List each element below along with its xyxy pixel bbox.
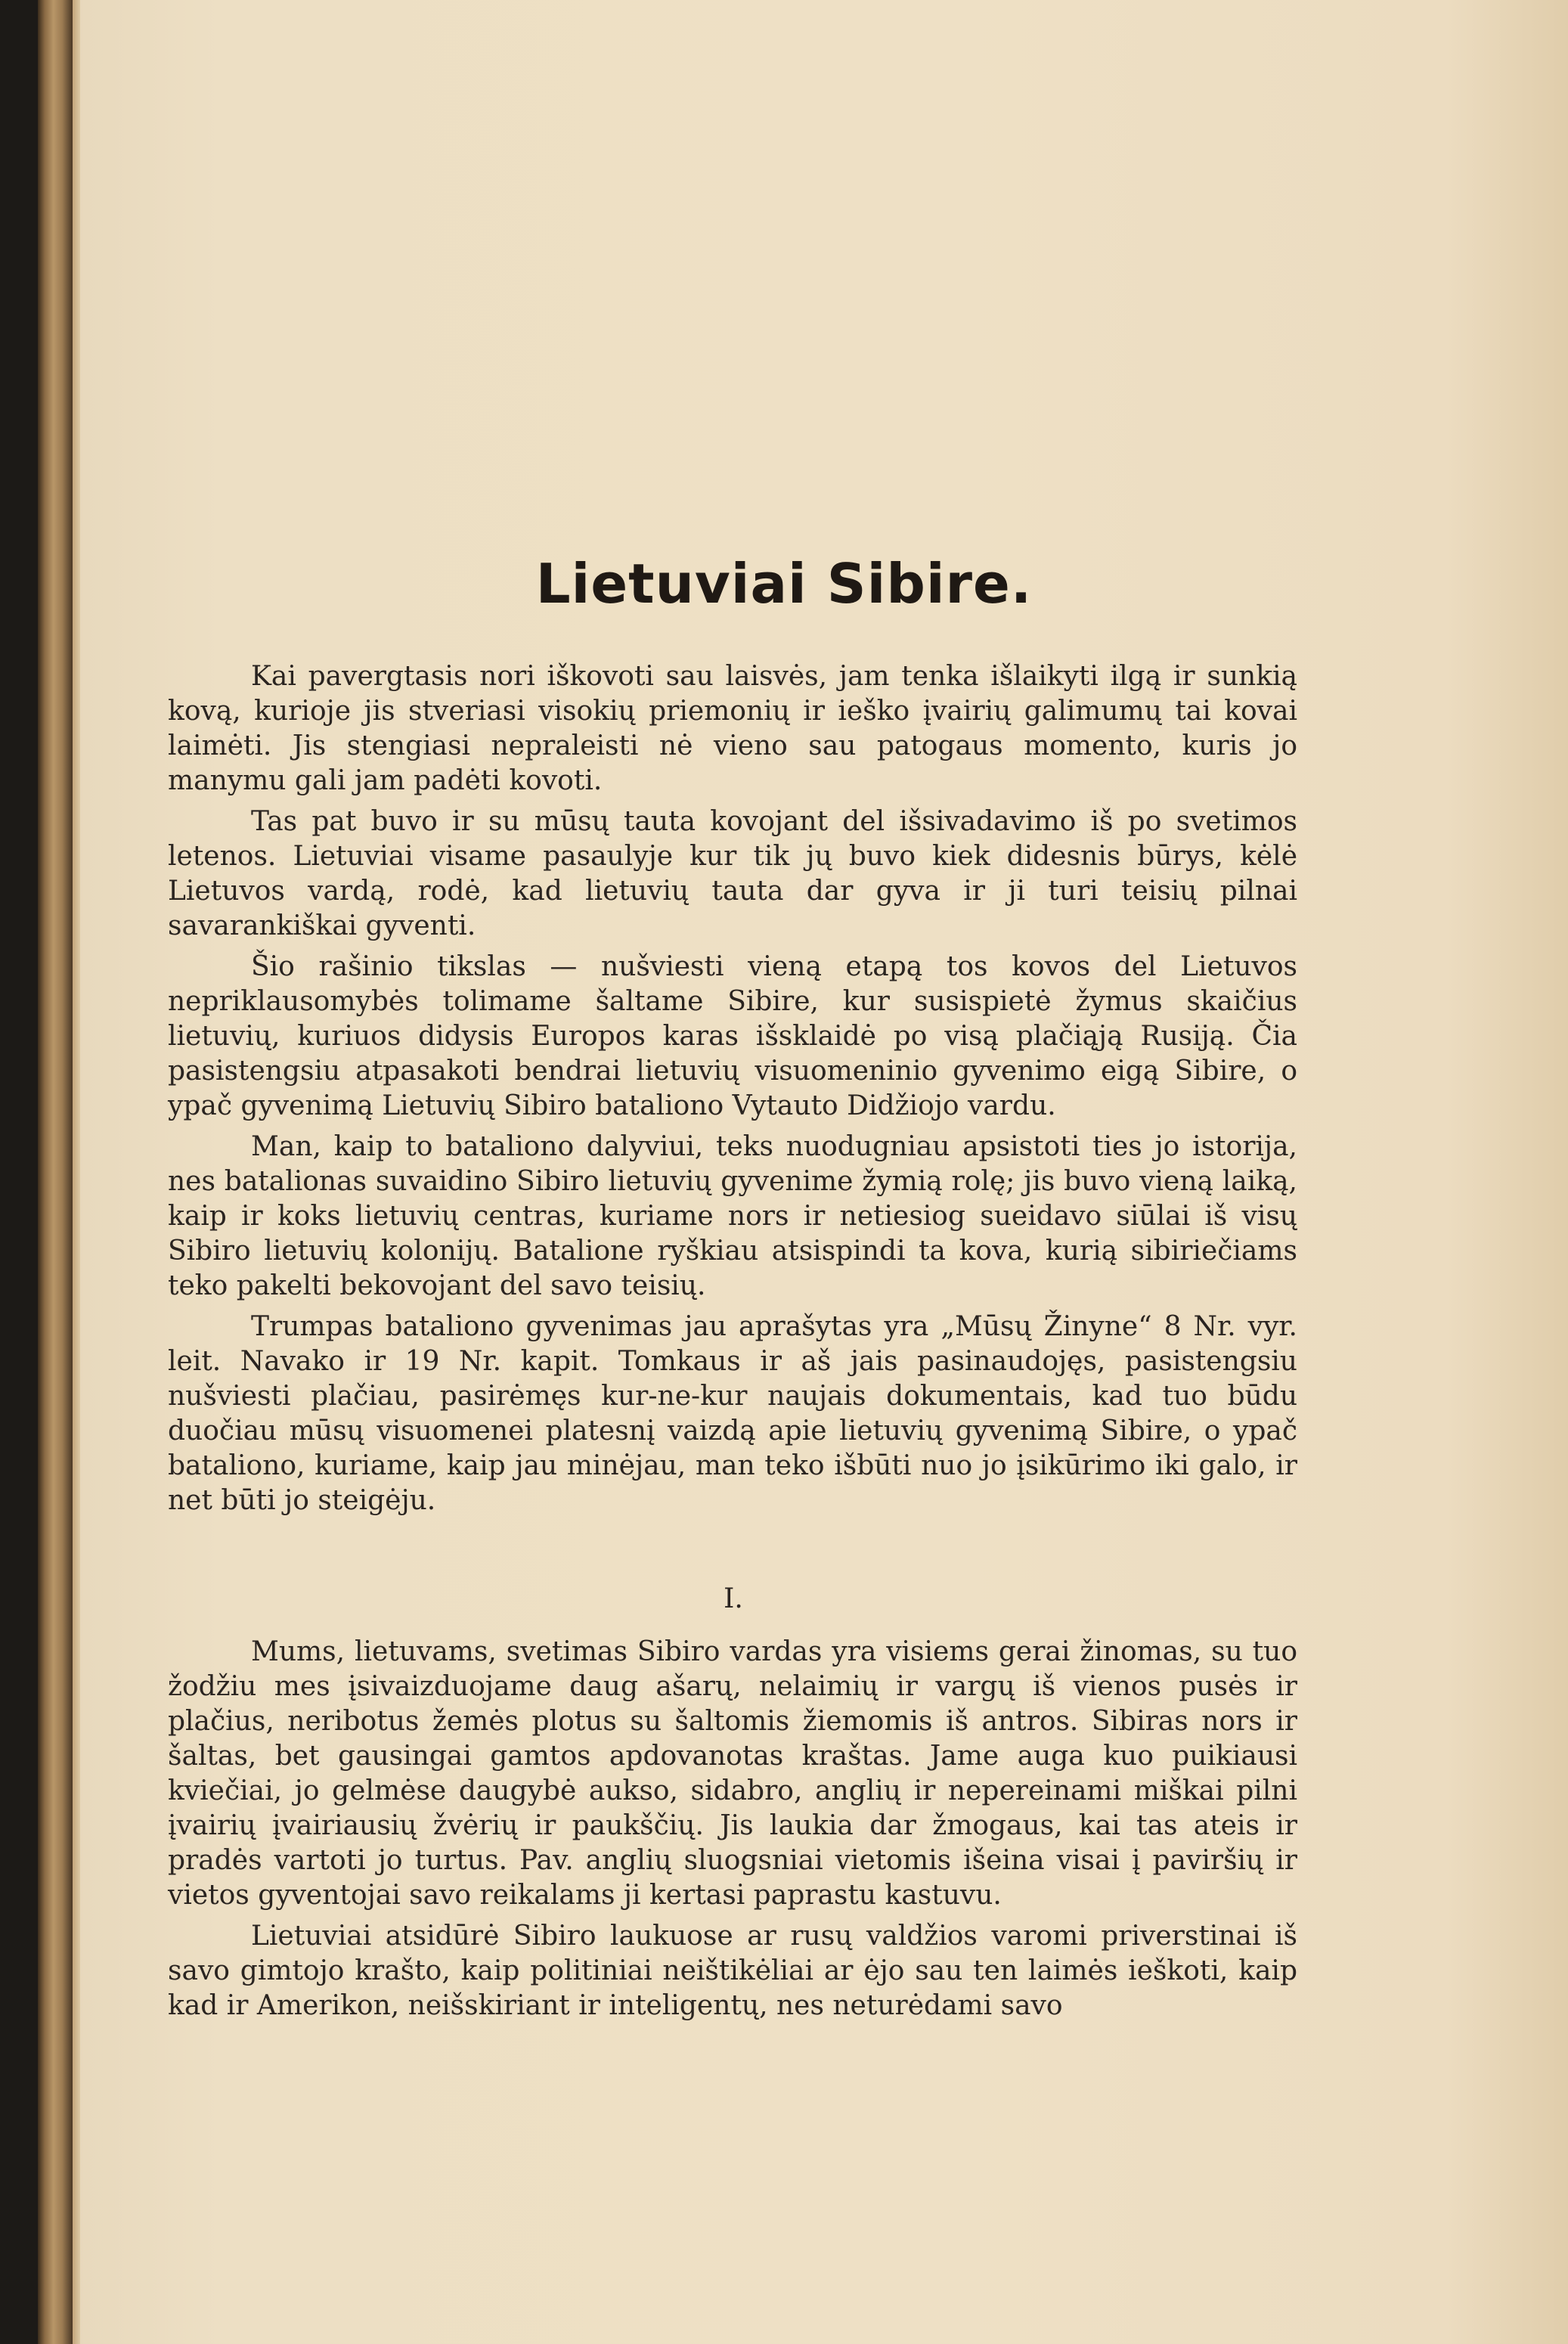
- paragraph: Lietuviai atsidūrė Sibiro laukuose ar rusų valdžios varomi priverstinai iš savo gimtojo krašto, kaip politiniai neištikėliai ar ėjo sau ten laimės ieškoti, kaip kad ir Amerikon, neišskiriant ir inteligentų, nes neturėdami savo: [168, 1921, 1297, 2021]
- section-two-text: [168, 1635, 1297, 2029]
- paragraph: Trumpas bataliono gyvenimas jau aprašytas yra „Mūsų Žinyne“ 8 Nr. vyr. leit. Navako ir 19 Nr. kapit. Tomkaus ir aš jais pasinaudojęs, pasistengsiu nušviesti plačiau, pasirėmęs kur-ne-kur naujais dokumentais, kad tuo būdu duočiau mūsų visuomenei platesnį vaizdą apie lietuvių gyvenimą Sibire, o ypač bataliono, kuriame, kaip jau minėjau, man teko išbūti nuo jo įsikūrimo iki galo, ir net būti jo steigėju.: [168, 1311, 1297, 1516]
- paragraph: Tas pat buvo ir su mūsų tauta kovojant del išsivadavimo iš po svetimos letenos. Lietuviai visame pasaulyje kur tik jų buvo kiek didesnis būrys, kėlė Lietuvos vardą, rodė, kad lietuvių tauta dar gyva ir ji turi teisių pilnai savarankiškai gyventi.: [168, 806, 1297, 941]
- section-one-text: [168, 659, 1297, 1524]
- paragraph: Šio rašinio tikslas — nušviesti vieną etapą tos kovos del Lietuvos nepriklausomybės tolimame šaltame Sibire, kur susispietė žymus skaičius lietuvių, kuriuos didysis Europos karas išsklaidė po visą plačiąją Rusiją. Čia pasistengsiu atpasakoti bendrai lietuvių visuomeninio gyvenimo eigą Sibire, o ypač gyvenimą Lietuvių Sibiro bataliono Vytauto Didžiojo vardu.: [168, 951, 1297, 1121]
- paragraph: Kai pavergtasis nori iškovoti sau laisvės, jam tenka išlaikyti ilgą ir sunkią kovą, kurioje jis stveriasi visokių priemonių ir ieško įvairių galimumų tai kovai laimėti. Jis stengiasi nepraleisti nė vieno sau patogaus momento, kuris jo manymu gali jam padėti kovoti.: [168, 661, 1297, 796]
- paragraph: Mums, lietuvams, svetimas Sibiro vardas yra visiems gerai žinomas, su tuo žodžiu mes įsivaizduojame daug ašarų, nelaimių ir vargų iš vienos pusės ir plačius, neribotus žemės plotus su šaltomis žiemomis iš antros. Sibiras nors ir šaltas, bet gausingai gamtos apdovanotas kraštas. Jame auga kuo puikiausi kviečiai, jo gelmėse daugybė aukso, sidabro, anglių ir nepereinami miškai pilni įvairių įvairiausių žvėrių ir paukščių. Jis laukia dar žmogaus, kai tas ateis ir pradės vartoti jo turtus. Pav. anglių sluogsniai vietomis išeina visai į paviršių ir vietos gyventojai savo reikalams ji kertasi paprastu kastuvu.: [168, 1636, 1297, 1911]
- book-spine: [38, 0, 73, 2344]
- paragraph: Man, kaip to bataliono dalyviui, teks nuodugniau apsistoti ties jo istorija, nes batalionas suvaidino Sibiro lietuvių gyvenime žymią rolę; jis buvo vieną laiką, kaip ir koks lietuvių centras, kuriame nors ir netiesiog sueidavo siūlai iš visų Sibiro lietuvių kolonijų. Batalione ryškiau atsispindi ta kova, kurią sibiriečiams teko pakelti bekovojant del savo teisių.: [168, 1131, 1297, 1301]
- section-number: I.: [724, 1583, 743, 1614]
- page-edge: [73, 0, 80, 2344]
- article-title: Lietuviai Sibire.: [535, 552, 1033, 615]
